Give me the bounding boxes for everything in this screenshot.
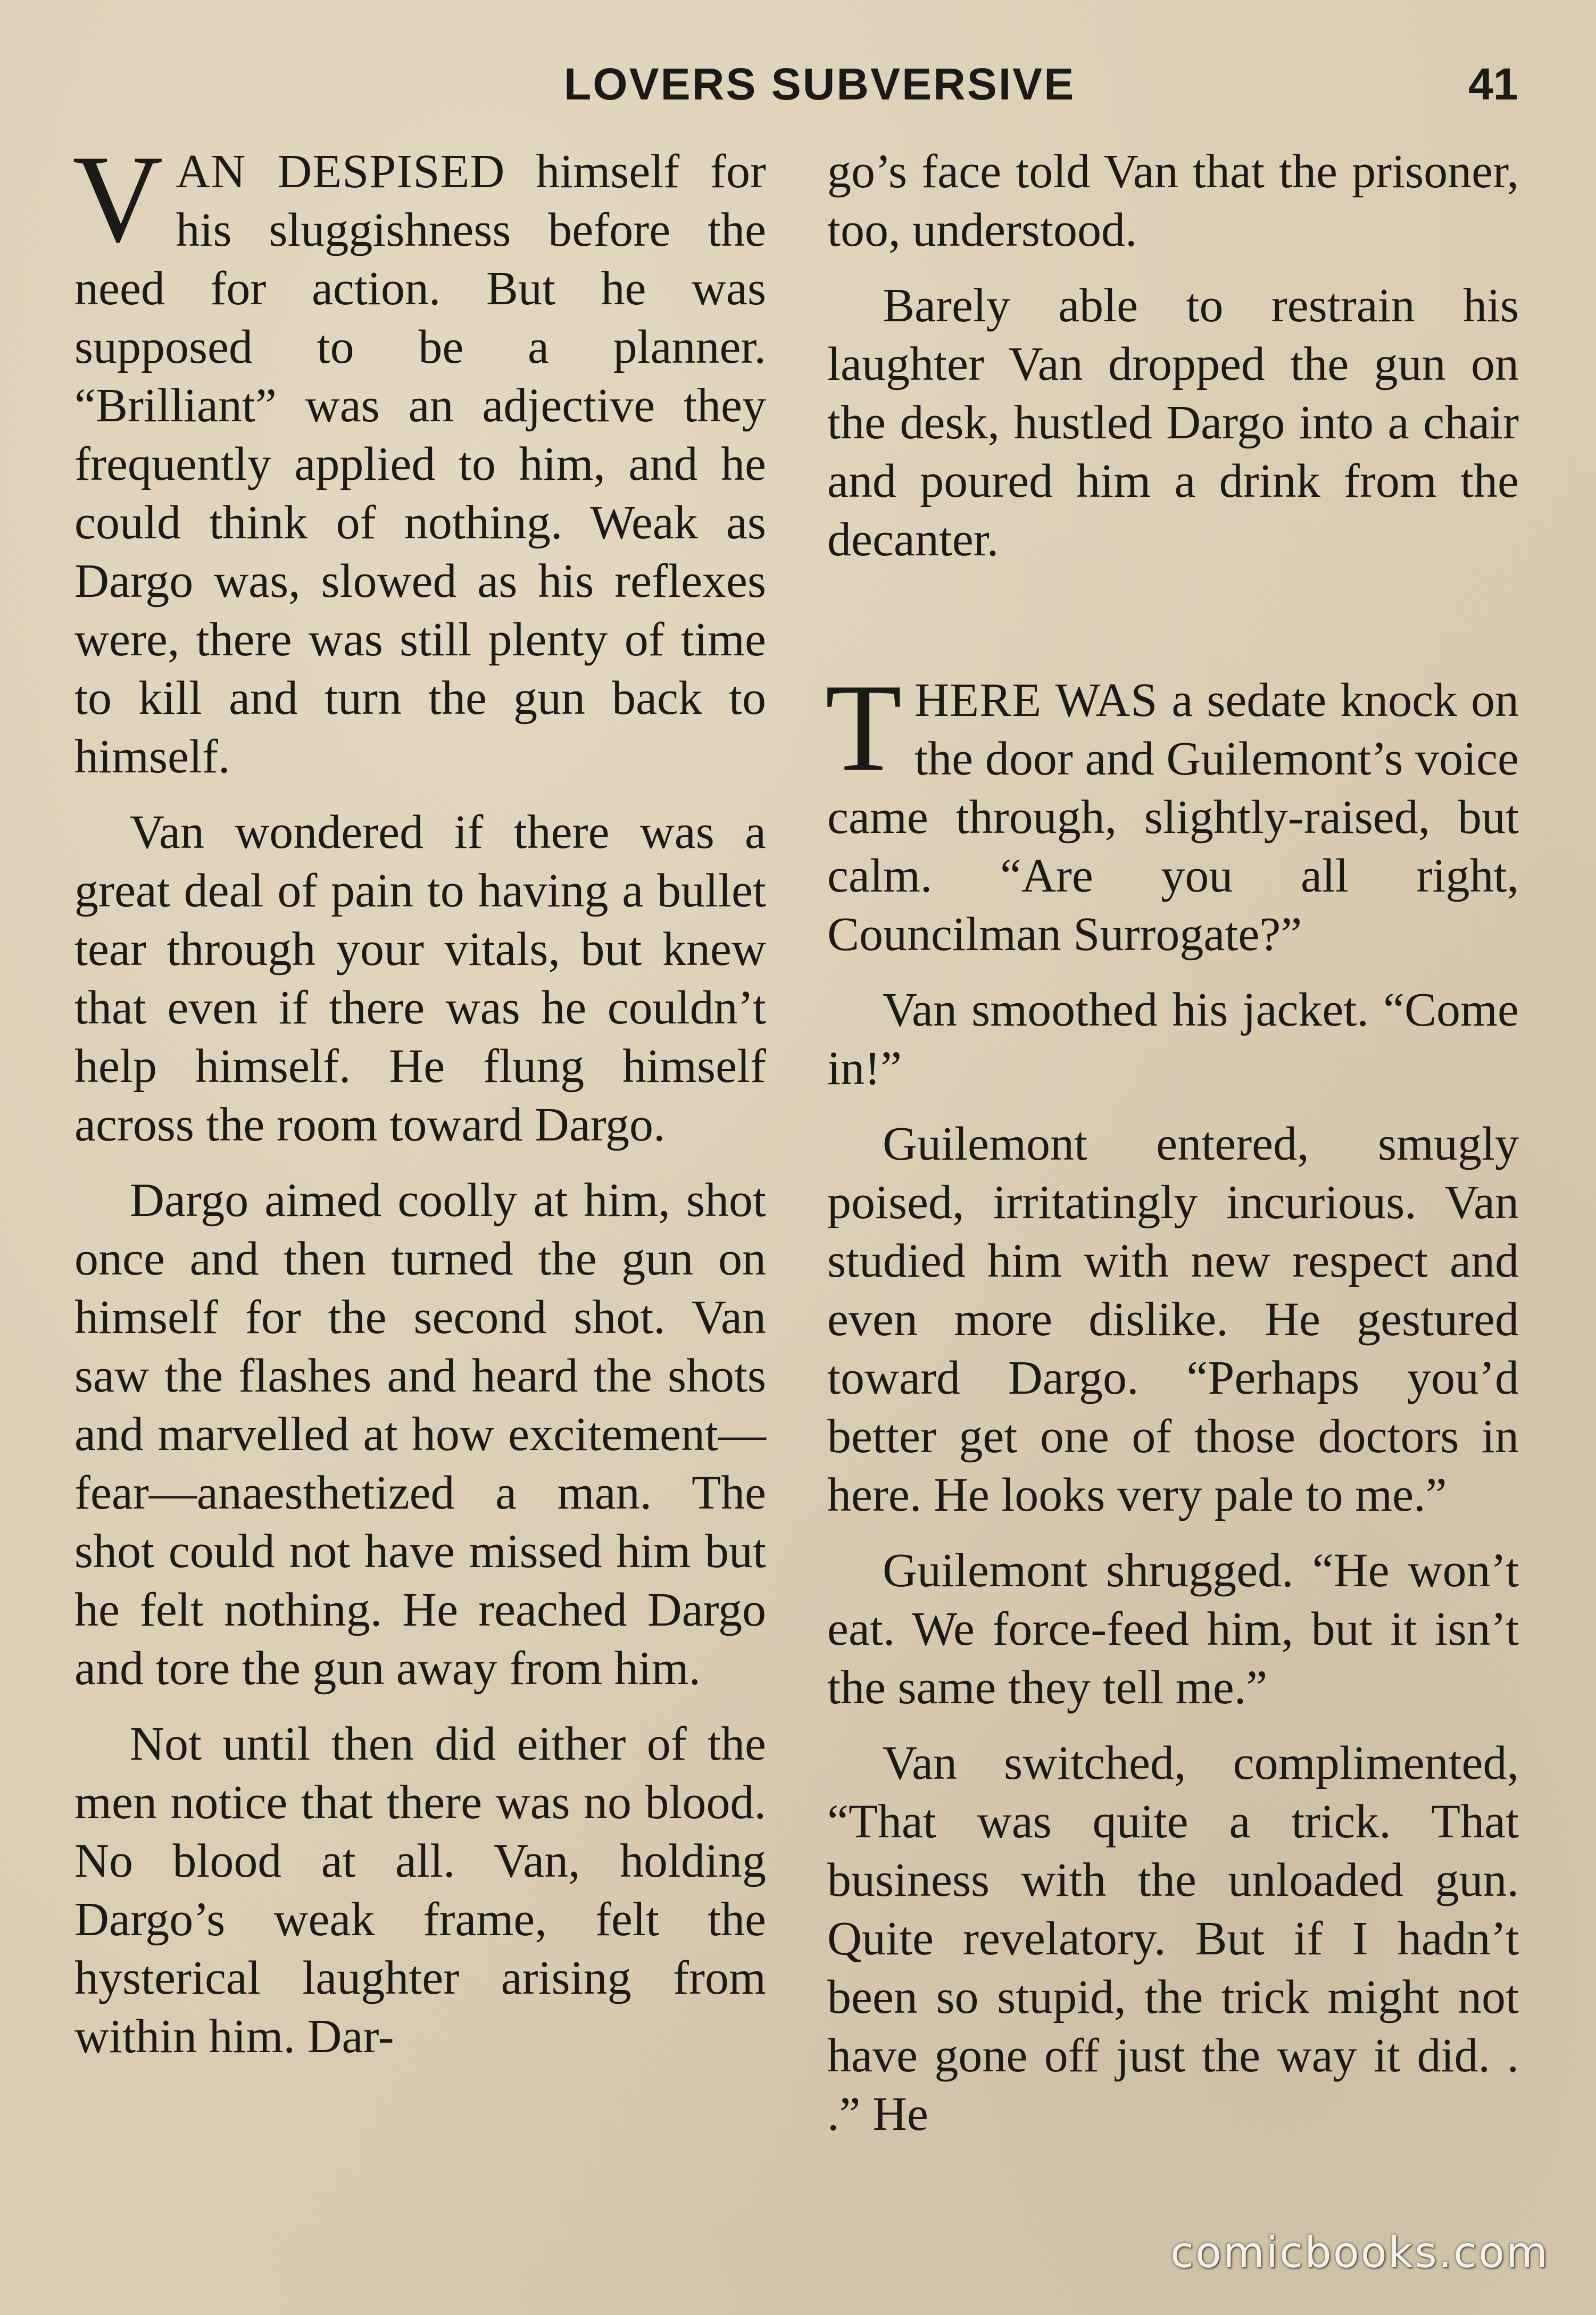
continued-paragraph: go’s face told Van that the prisoner, too, understood. bbox=[827, 145, 1519, 256]
page-number: 41 bbox=[1468, 59, 1518, 109]
paragraph-10: Van switched, complimented, “That was quite a trick. That business with the unloaded gun. Quite revelatory. But if I hadn’t been so stupid, the trick might not have gone off just the way it did. . .” He bbox=[827, 1737, 1519, 2141]
paragraph-6 bbox=[825, 659, 1519, 964]
left-column bbox=[72, 130, 766, 2083]
lead-caps: AN DESPISED bbox=[176, 145, 505, 198]
paragraph-text: a sedate knock on the door and Guilemont’s voice came through, slightly-raised, but calm. “Are you all right, Councilman Surrogate?” bbox=[827, 674, 1519, 961]
paragraph-9: Guilemont shrugged. “He won’t eat. We force-feed him, but it isn’t the same they tell me.” bbox=[827, 1544, 1519, 1714]
watermark: comicbooks.com bbox=[1170, 2228, 1550, 2277]
paragraph-4: Not until then did either of the men notice that there was no blood. No blood at all. Van, holding Dargo’s weak frame, felt the hysterical laughter arising from within him. Dar- bbox=[74, 1718, 766, 2063]
paragraph-1 bbox=[72, 130, 766, 786]
section-break bbox=[827, 586, 1519, 671]
paragraph-2: Van wondered if there was a great deal of pain to having a bullet tear through your vitals, but knew that even if there was he couldn’t help himself. He flung himself across the room toward Dargo. bbox=[74, 806, 766, 1151]
running-header bbox=[0, 59, 1596, 117]
paragraph-3: Dargo aimed coolly at him, shot once and then turned the gun on himself for the second shot. Van saw the flashes and heard the shots and marvelled at how excitement—fear—anaesthetized a man. The shot could not have missed him but he felt nothing. He reached Dargo and tore the gun away from him. bbox=[74, 1174, 766, 1695]
drop-cap: T bbox=[825, 659, 902, 797]
running-title: LOVERS SUBVERSIVE bbox=[564, 59, 1076, 109]
paragraph-5: Barely able to restrain his laughter Van dropped the gun on the desk, hustled Dargo into a chair and poured him a drink from the decanter. bbox=[827, 279, 1519, 566]
lead-caps: HERE WAS bbox=[915, 674, 1158, 727]
paragraph-8: Guilemont entered, smugly poised, irritatingly incurious. Van studied him with new respect and even more dislike. He gestured toward Dargo. “Perhaps you’d better get one of those doctors in here. He looks very pale to me.” bbox=[827, 1118, 1519, 1521]
drop-cap: V bbox=[72, 130, 163, 269]
paragraph-7: Van smoothed his jacket. “Come in!” bbox=[827, 984, 1519, 1095]
right-column bbox=[827, 143, 1519, 2161]
paragraph-text: himself for his sluggishness before the need for action. But he was supposed to be a planner. “Brilliant” was an adjective they frequently applied to him, and he could think of nothing. Weak as Dargo was, slowed as his reflexes were, there was still plenty of time to kill and turn the gun back to himself. bbox=[74, 145, 766, 783]
